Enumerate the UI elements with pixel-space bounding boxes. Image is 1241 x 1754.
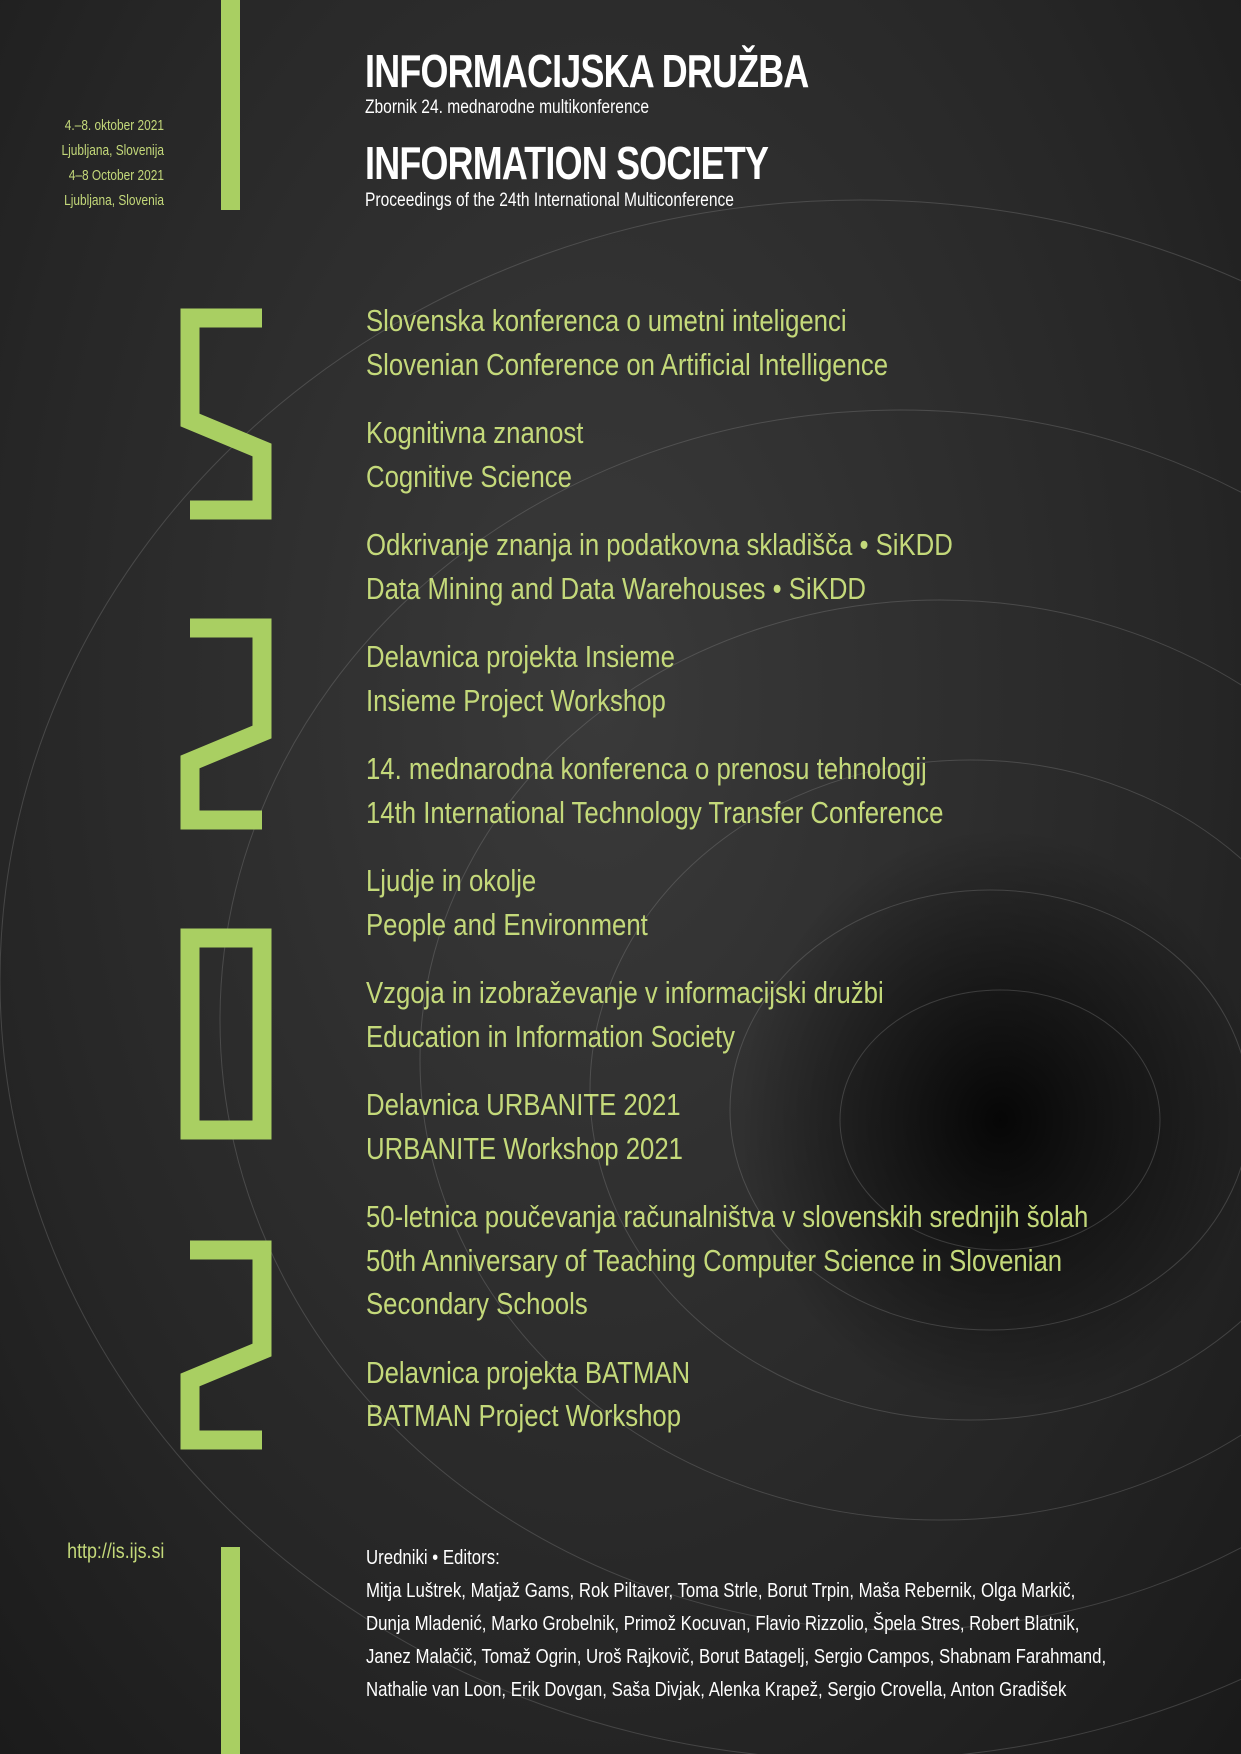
year-digit-2-mid xyxy=(190,628,262,820)
top-vertical-bar xyxy=(221,0,240,210)
conference-title-en: URBANITE Workshop 2021 xyxy=(366,1130,683,1166)
conference-title-en: Data Mining and Data Warehouses • SiKDD xyxy=(366,570,867,606)
conference-item xyxy=(366,299,1196,386)
conference-title-sl: Delavnica projekta BATMAN xyxy=(366,1354,691,1390)
title-slovenian: INFORMACIJSKA DRUŽBA xyxy=(365,45,809,97)
conference-item xyxy=(366,523,1196,610)
website-url[interactable]: http://is.ijs.si xyxy=(66,1540,164,1563)
editors-label: Uredniki • Editors: xyxy=(366,1547,500,1569)
conference-title-en: 14th International Technology Transfer Conference xyxy=(366,794,944,830)
conference-item xyxy=(366,971,1196,1058)
conference-title-sl: Kognitivna znanost xyxy=(366,415,584,450)
year-digit-0 xyxy=(190,938,262,1130)
conference-item xyxy=(366,1351,1196,1438)
location-line: Ljubljana, Slovenija xyxy=(61,143,164,159)
editors-line: Nathalie van Loon, Erik Dovgan, Saša Divjak, Alenka Krapež, Sergio Crovella, Anton Gradišek xyxy=(366,1679,1067,1701)
conference-title-en: Slovenian Conference on Artificial Intelligence xyxy=(366,346,889,382)
date-line: 4–8 October 2021 xyxy=(68,168,164,184)
conference-item xyxy=(366,411,1196,498)
year-digit-1 xyxy=(190,1250,262,1440)
conference-title-en: Education in Information Society xyxy=(366,1018,736,1054)
conference-title-sl: Odkrivanje znanja in podatkovna skladišča • SiKDD xyxy=(366,527,953,562)
conference-title-sl: 50-letnica poučevanja računalništva v slovenskih srednjih šolah xyxy=(366,1199,1089,1234)
subtitle-english: Proceedings of the 24th International Multiconference xyxy=(365,190,734,211)
conference-title-sl: Delavnica URBANITE 2021 xyxy=(366,1087,681,1122)
year-graphic xyxy=(180,300,280,1460)
conference-title-en-cont: Secondary Schools xyxy=(366,1286,588,1321)
subtitle-slovenian: Zbornik 24. mednarodne multikonference xyxy=(365,97,650,118)
year-digit-2-top xyxy=(190,318,262,510)
conference-title-sl: Delavnica projekta Insieme xyxy=(366,639,675,674)
conference-item xyxy=(366,1195,1196,1326)
conference-title-en: BATMAN Project Workshop xyxy=(366,1398,682,1433)
conference-title-en: Cognitive Science xyxy=(366,458,572,494)
conference-item xyxy=(366,859,1196,946)
editors-line: Janez Malačič, Tomaž Ogrin, Uroš Rajkovič, Borut Batagelj, Sergio Campos, Shabnam Farahmand, xyxy=(366,1646,1107,1668)
title-english: INFORMATION SOCIETY xyxy=(365,137,769,189)
conference-title-sl: Vzgoja in izobraževanje v informacijski družbi xyxy=(366,975,884,1010)
editors-block xyxy=(366,1542,1122,1707)
conference-title-en: Insieme Project Workshop xyxy=(366,682,666,718)
editors-line: Mitja Luštrek, Matjaž Gams, Rok Piltaver, Toma Strle, Borut Trpin, Maša Rebernik, Olga Markič, xyxy=(366,1580,1076,1602)
conference-title-sl: 14. mednarodna konferenca o prenosu tehnologij xyxy=(366,751,927,786)
bottom-vertical-bar xyxy=(221,1547,240,1754)
conference-title-sl: Ljudje in okolje xyxy=(366,863,537,898)
date-line: 4.–8. oktober 2021 xyxy=(64,118,164,134)
location-line: Ljubljana, Slovenia xyxy=(64,193,164,209)
conference-title-en: People and Environment xyxy=(366,906,648,942)
conference-item xyxy=(366,635,1196,722)
conference-item xyxy=(366,747,1196,834)
conference-title-sl: Slovenska konferenca o umetni inteligenci xyxy=(366,303,847,338)
editors-line: Dunja Mladenić, Marko Grobelnik, Primož Kocuvan, Flavio Rizzolio, Špela Stres, Robert Blatnik, xyxy=(366,1613,1080,1635)
conference-title-en: 50th Anniversary of Teaching Computer Science in Slovenian xyxy=(366,1242,1063,1278)
event-dates xyxy=(62,114,164,214)
conference-list xyxy=(366,299,1196,1463)
conference-item xyxy=(366,1083,1196,1170)
